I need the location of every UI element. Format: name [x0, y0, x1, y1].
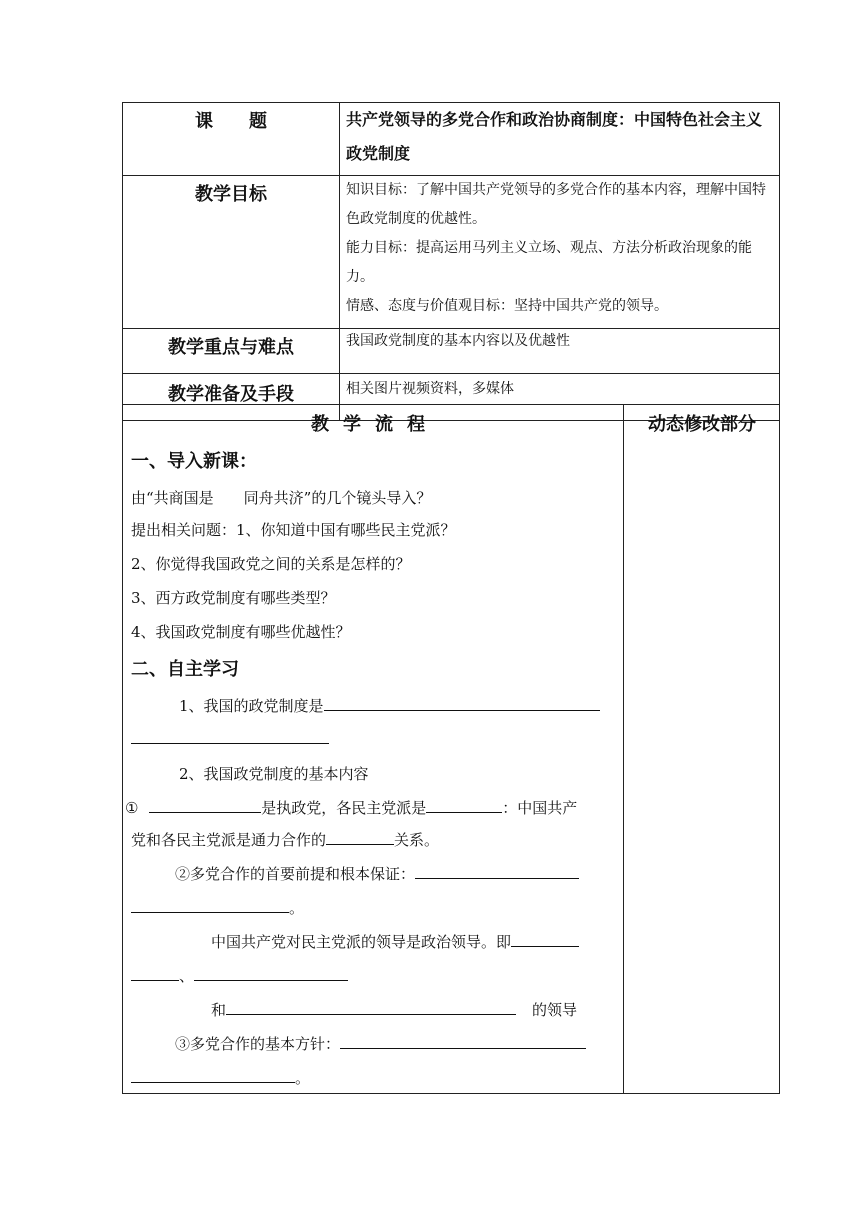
question-2a-end: ：中国共产	[502, 799, 578, 817]
section-intro-title: 一、导入新课：	[131, 451, 257, 472]
key-points-value: 我国政党制度的基本内容以及优越性	[340, 329, 780, 374]
answer-blank[interactable]	[426, 798, 502, 813]
period-mark: 。	[295, 1069, 311, 1087]
column-divider	[623, 405, 624, 1093]
goals-value	[340, 176, 780, 329]
and-text: 和	[211, 1001, 227, 1019]
period-mark: 。	[289, 899, 305, 917]
key-points-row	[123, 329, 780, 374]
question-1-continued	[131, 729, 329, 748]
question-2c-continued	[131, 965, 348, 986]
section-self-study-title: 二、自主学习	[131, 659, 239, 680]
intro-line-5: 4、我国政党制度有哪些优越性？	[131, 623, 351, 641]
flow-title: 教学流程	[311, 414, 439, 435]
topic-row	[123, 103, 780, 176]
question-2a-line2-end: 关系。	[394, 831, 440, 849]
topic-label: 课 题	[123, 103, 340, 176]
teaching-flow-table	[122, 404, 780, 1094]
answer-blank[interactable]	[149, 798, 261, 813]
answer-blank[interactable]	[194, 966, 348, 981]
answer-blank[interactable]	[226, 1000, 516, 1015]
question-2a-line2-text: 党和各民主党派是通力合作的	[131, 831, 327, 849]
topic-value: 共产党领导的多党合作和政治协商制度：中国特色社会主义政党制度	[340, 103, 780, 176]
answer-blank[interactable]	[326, 830, 394, 845]
question-2a-mid: 是执政党，各民主党派是	[261, 799, 427, 817]
question-2b	[175, 863, 579, 884]
intro-line-2: 提出相关问题：1、你知道中国有哪些民主党派？	[131, 521, 456, 539]
dynamic-edit-heading: 动态修改部分	[648, 414, 756, 435]
question-2a	[125, 797, 577, 818]
comma-mark: 、	[179, 967, 195, 985]
intro-line-4: 3、西方政党制度有哪些类型？	[131, 589, 336, 607]
question-2a-line-2	[131, 829, 439, 850]
answer-blank[interactable]	[131, 966, 179, 981]
question-2c-line-3	[211, 999, 577, 1020]
question-2d-text: ③多党合作的基本方针：	[175, 1035, 341, 1053]
intro-line-3: 2、你觉得我国政党之间的关系是怎样的？	[131, 555, 411, 573]
preparation-value: 相关图片视频资料，多媒体	[340, 374, 780, 421]
answer-blank[interactable]	[131, 898, 289, 913]
answer-blank[interactable]	[131, 1068, 295, 1083]
question-1-text: 1、我国的政党制度是	[179, 697, 324, 715]
answer-blank[interactable]	[131, 729, 329, 744]
key-points-label: 教学重点与难点	[123, 329, 340, 374]
question-2d	[175, 1033, 586, 1054]
goals-row	[123, 176, 780, 329]
ability-goal: 能力目标：提高运用马列主义立场、观点、方法分析政治现象的能力。	[346, 240, 752, 285]
answer-blank[interactable]	[324, 696, 600, 711]
leadership-text: 的领导	[532, 1001, 578, 1019]
question-2b-continued	[131, 897, 304, 918]
lesson-header-table	[122, 102, 780, 421]
answer-blank[interactable]	[340, 1034, 586, 1049]
question-2: 2、我国政党制度的基本内容	[179, 765, 369, 783]
answer-blank[interactable]	[415, 864, 579, 879]
preparation-label: 教学准备及手段	[123, 374, 340, 421]
circled-one-marker: ①	[125, 799, 139, 817]
question-2c-text: 中国共产党对民主党派的领导是政治领导。即	[211, 933, 512, 951]
intro-line-1: 由“共商国是 同舟共济”的几个镜头导入？	[131, 489, 432, 507]
question-2c	[211, 931, 579, 952]
answer-blank[interactable]	[511, 932, 579, 947]
goals-label: 教学目标	[123, 176, 340, 329]
knowledge-goal: 知识目标：了解中国共产党领导的多党合作的基本内容，理解中国特色政党制度的优越性。	[346, 182, 766, 227]
question-2d-continued	[131, 1067, 310, 1088]
question-2b-text: ②多党合作的首要前提和根本保证：	[175, 865, 416, 883]
question-1	[179, 695, 600, 716]
attitude-goal: 情感、态度与价值观目标：坚持中国共产党的领导。	[346, 298, 668, 314]
